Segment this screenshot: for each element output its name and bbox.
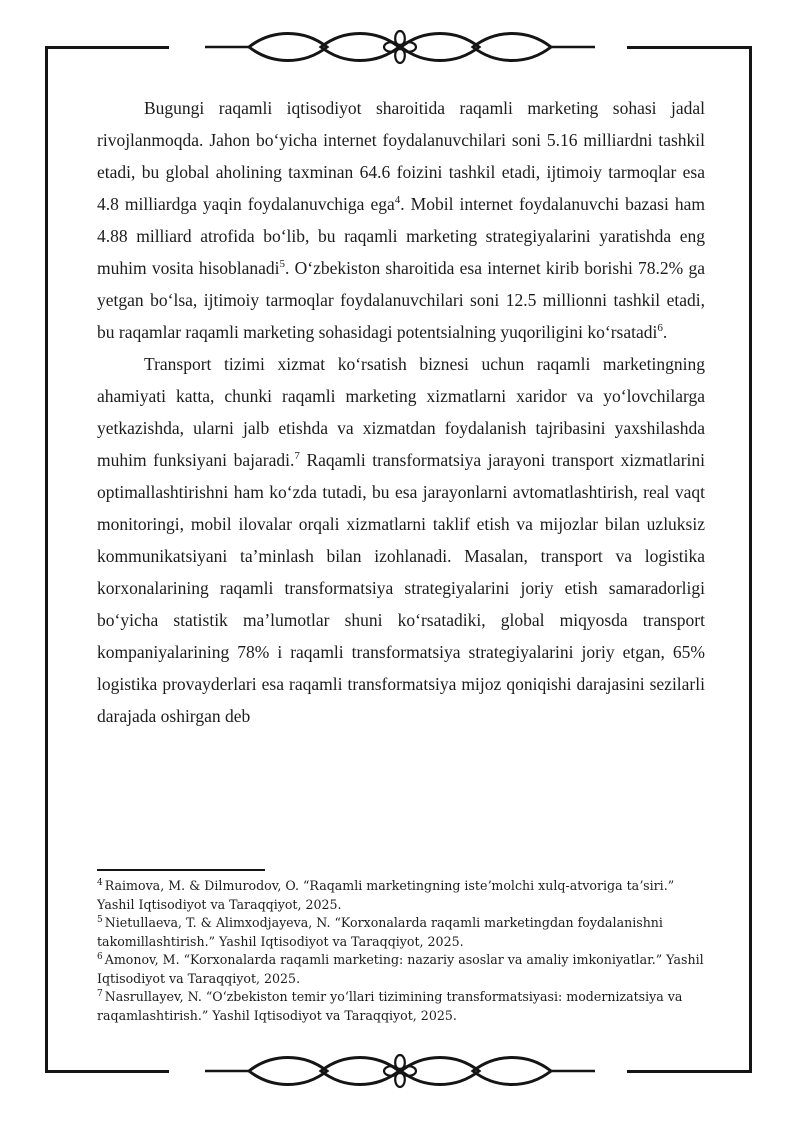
footnote-marker: 7 bbox=[97, 988, 103, 999]
footnote-text: Nietullaeva, T. & Alimxodjayeva, N. “Korxonalarda raqamli marketingdan foydalanishni takomillashtirish.” Yashil Iqtisodiyot va Taraqqiyot, 2025. bbox=[97, 915, 663, 949]
footnotes-section bbox=[97, 869, 709, 1025]
page-border-bottom-right bbox=[627, 1070, 752, 1073]
footnote-ref-7: 7 bbox=[294, 450, 300, 463]
footnote-separator bbox=[97, 869, 265, 871]
page-border-top-right bbox=[627, 46, 752, 49]
page-border-left bbox=[45, 46, 48, 1073]
chain-flourish-ornament-icon bbox=[203, 26, 597, 68]
footnote-marker: 6 bbox=[97, 951, 103, 962]
paragraph-text: . Mobil internet foydalanuvchi bazasi ham 4.88 milliard atrofida boʻlib, bu raqamli marketing strategiyalarini yaratishda eng muhim vosita hisoblanadi bbox=[97, 194, 705, 278]
footnote-marker: 4 bbox=[97, 877, 103, 888]
footnote-ref-6: 6 bbox=[657, 322, 663, 335]
paragraph-transport-marketing bbox=[97, 348, 705, 732]
footnote-item bbox=[97, 951, 709, 988]
paragraph-text: . Oʻzbekiston sharoitida esa internet kirib borishi 78.2% ga yetgan boʻlsa, ijtimoiy tarmoqlar foydalanuvchilari soni 12.5 millionni tashkil etadi, bu raqamlar raqamli marketing sohasidagi potentsialning yuqoriligini koʻrsatadi bbox=[97, 258, 705, 342]
page-border-right bbox=[749, 46, 752, 1073]
footnote-ref-4: 4 bbox=[394, 194, 401, 207]
footnote-text: Raimova, M. & Dilmurodov, O. “Raqamli marketingning isteʼmolchi xulq-atvoriga taʼsiri.” Yashil Iqtisodiyot va Taraqqiyot, 2025. bbox=[97, 878, 675, 912]
footnote-text: Amonov, M. “Korxonalarda raqamli marketing: nazariy asoslar va amaliy imkoniyatlar.” Yashil Iqtisodiyot va Taraqqiyot, 2025. bbox=[97, 952, 704, 986]
footnote-marker: 5 bbox=[97, 914, 103, 925]
footnote-item bbox=[97, 877, 709, 914]
footnote-ref-5: 5 bbox=[279, 258, 286, 271]
paragraph-text: Bugungi raqamli iqtisodiyot sharoitida raqamli marketing sohasi jadal rivojlanmoqda. Jahon boʻyicha internet foydalanuvchilari soni 5.16 milliardni tashkil etadi, bu global aholining taxminan 64.6 foizini tashkil etadi, ijtimoiy tarmoqlar esa 4.8 milliardga yaqin foydalanuvchiga ega bbox=[97, 98, 705, 214]
footnote-item bbox=[97, 988, 709, 1025]
paragraph-text: . bbox=[662, 322, 668, 342]
chain-flourish-ornament-icon bbox=[203, 1050, 597, 1092]
footnote-item bbox=[97, 914, 709, 951]
paragraph-digital-economy bbox=[97, 92, 705, 348]
page-border-bottom-left bbox=[45, 1070, 169, 1073]
paragraph-text: Raqamli transformatsiya jarayoni transport xizmatlarini optimallashtirishni ham koʻzda tutadi, bu esa jarayonlarni avtomatlashtirish, real vaqt monitoringi, mobil ilovalar orqali xizmatlarni taklif etish va mijozlar bilan uzluksiz kommunikatsiyani taʼminlash bilan izohlanadi. Masalan, transport va logistika korxonalarining raqamli transformatsiya strategiyalarini joriy etish samaradorligi boʻyicha statistik maʼlumotlar shuni koʻrsatadiki, global miqyosda transport kompaniyalarining 78% i raqamli transformatsiya strategiyalarini joriy etgan, 65% logistika provayderlari esa raqamli transformatsiya mijoz qoniqishi darajasini sezilarli darajada oshirgan deb bbox=[97, 450, 705, 726]
page-border-top-left bbox=[45, 46, 169, 49]
footnote-text: Nasrullayev, N. “Oʻzbekiston temir yoʻllari tizimining transformatsiyasi: modernizatsiya va raqamlashtirish.” Yashil Iqtisodiyot va Taraqqiyot, 2025. bbox=[97, 989, 683, 1023]
page-body bbox=[97, 92, 705, 732]
paragraph-text: Transport tizimi xizmat koʻrsatish biznesi uchun raqamli marketingning ahamiyati katta, chunki raqamli marketing xizmatlarni xaridor va yoʻlovchilarga yetkazishda, ularni jalb etishda va xizmatdan foydalanish tajribasini yaxshilashda muhim funksiyani bajaradi. bbox=[97, 354, 705, 470]
